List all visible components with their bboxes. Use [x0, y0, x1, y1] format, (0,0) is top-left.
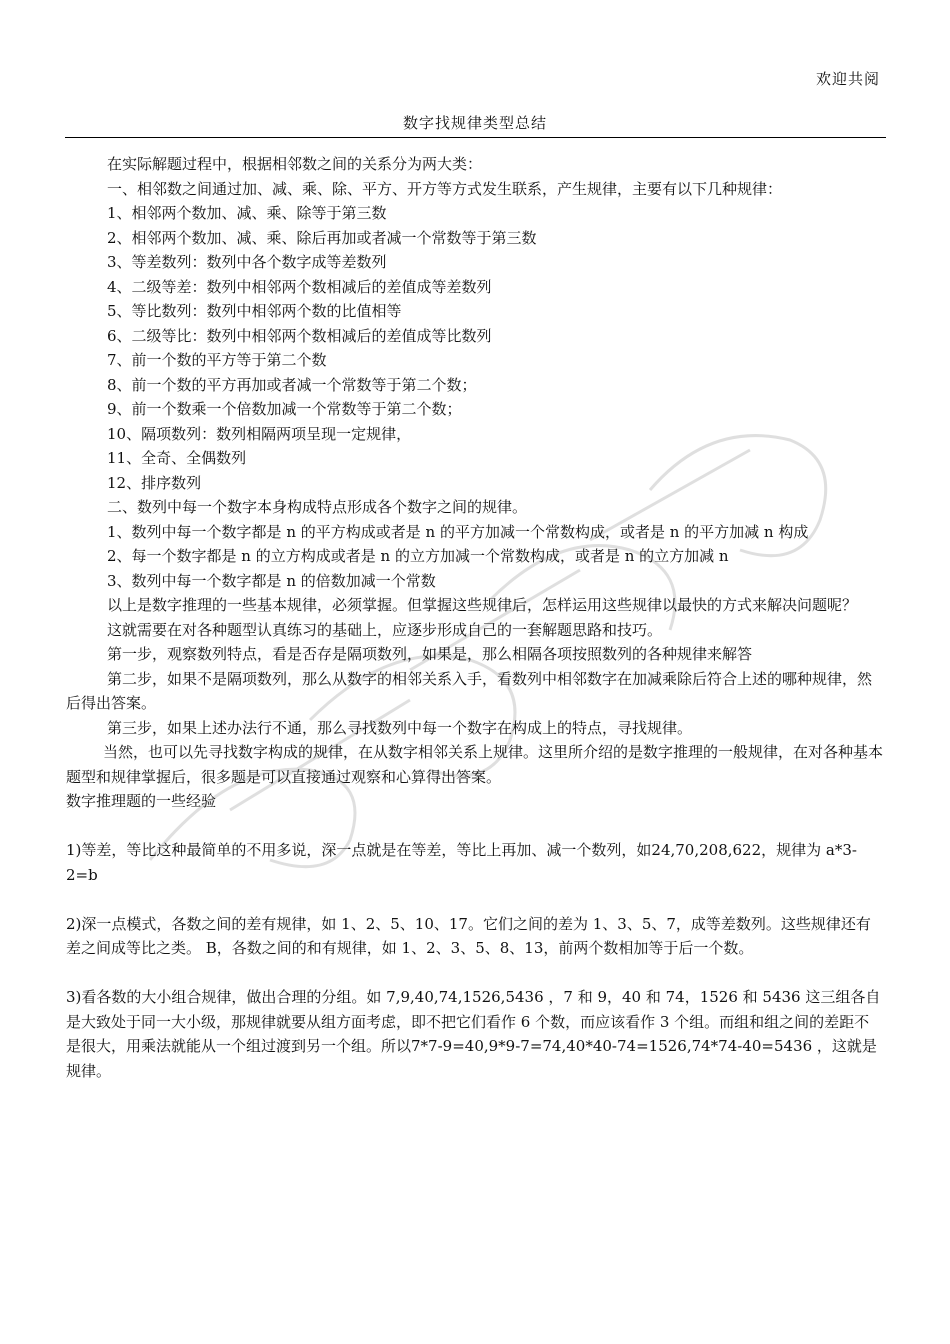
of-course-paragraph: 当然，也可以先寻找数字构成的规律，在从数字相邻关系上规律。这里所介绍的是数字推理的一般规律，在对各种基本题型和规律掌握后，很多题是可以直接通过观察和心算得出答案。 [66, 743, 884, 786]
rule2-item: 2、每一个数字都是 n 的立方构成或者是 n 的立方加减一个常数构成，或者是 n 的立方加减 n [107, 547, 729, 565]
rule1-item: 1、相邻两个数加、减、乘、除等于第三数 [107, 204, 387, 222]
step2-paragraph: 第二步，如果不是隔项数列，那么从数字的相邻关系入手，看数列中相邻数字在加减乘除后符合上述的哪种规律，然后得出答案。 [66, 669, 873, 712]
rule1-item: 9、前一个数乘一个倍数加减一个常数等于第二个数； [107, 400, 462, 418]
header-welcome: 欢迎共阅 [815, 70, 880, 88]
title-rule [65, 137, 886, 138]
rule1-item: 3、等差数列：数列中各个数字成等差数列 [107, 253, 387, 271]
experience-item: 3)看各数的大小组合规律，做出合理的分组。如 7,9,40,74,1526,5436 ，7 和 9，40 和 74，1526 和 5436 这三组各自是大致处于同一大小级，那规律就要从组方面考虑，即不把它们看作 6 个数，而应该看作 3 个组。而组和组之间的差距不是很大，用乘法就能从一个组过渡到另一个组。所以7*7-9=40,9*9-7=74,40*40-74=1526,74*74-40=5436 ，这就是规律。 [66, 988, 881, 1080]
blank-line [66, 887, 884, 912]
step1-paragraph: 第一步，观察数列特点，看是否存是隔项数列，如果是，那么相隔各项按照数列的各种规律来解答 [107, 645, 753, 663]
experience-item: 2)深一点模式，各数之间的差有规律，如 1、2、5、10、17。它们之间的差为 1、3、5、7，成等差数列。这些规律还有差之间成等比之类。 B，各数之间的和有规律，如 1、2、3、5、8、13，前两个数相加等于后一个数。 [66, 914, 871, 957]
part2-heading: 二、数列中每一个数字本身构成特点形成各个数字之间的规律。 [107, 498, 528, 516]
page-title: 数字找规律类型总结 [402, 114, 547, 132]
rule1-item: 7、前一个数的平方等于第二个数 [107, 351, 327, 369]
step3-paragraph: 第三步，如果上述办法行不通，那么寻找数列中每一个数字在构成上的特点，寻找规律。 [107, 718, 693, 737]
document-body [66, 152, 884, 1083]
experience-item: 1)等差，等比这种最简单的不用多说，深一点就是在等差，等比上再加、减一个数列，如24,70,208,622，规律为 a*3-2=b [66, 841, 857, 884]
rule1-item: 2、相邻两个数加、减、乘、除后再加或者减一个常数等于第三数 [107, 228, 537, 247]
blank-line [66, 961, 884, 986]
rule1-item: 4、二级等差：数列中相邻两个数相减后的差值成等差数列 [107, 277, 492, 296]
experience-heading: 数字推理题的一些经验 [66, 792, 217, 810]
rule1-item: 11、全奇、全偶数列 [107, 449, 247, 467]
rule1-item: 5、等比数列：数列中相邻两个数的比值相等 [107, 302, 402, 320]
rule2-item: 3、数列中每一个数字都是 n 的倍数加减一个常数 [107, 571, 436, 590]
rule2-item: 1、数列中每一个数字都是 n 的平方构成或者是 n 的平方加减一个常数构成，或者是 n 的平方加减 n 构成 [107, 522, 809, 541]
intro-paragraph: 在实际解题过程中，根据相邻数之间的关系分为两大类： [107, 155, 483, 173]
rule1-item: 12、排序数列 [107, 473, 202, 492]
need-paragraph: 这就需要在对各种题型认真练习的基础上，应逐步形成自己的一套解题思路和技巧。 [107, 620, 663, 639]
rule1-item: 10、隔项数列：数列相隔两项呈现一定规律， [107, 424, 412, 443]
rule1-item: 8、前一个数的平方再加或者减一个常数等于第二个数； [107, 375, 477, 394]
summary-paragraph: 以上是数字推理的一些基本规律，必须掌握。但掌握这些规律后，怎样运用这些规律以最快的方式来解决问题呢？ [107, 596, 858, 614]
blank-line [66, 814, 884, 839]
part1-heading: 一、相邻数之间通过加、减、乘、除、平方、开方等方式发生联系，产生规律，主要有以下几种规律： [107, 179, 783, 198]
rule1-item: 6、二级等比：数列中相邻两个数相减后的差值成等比数列 [107, 326, 492, 345]
